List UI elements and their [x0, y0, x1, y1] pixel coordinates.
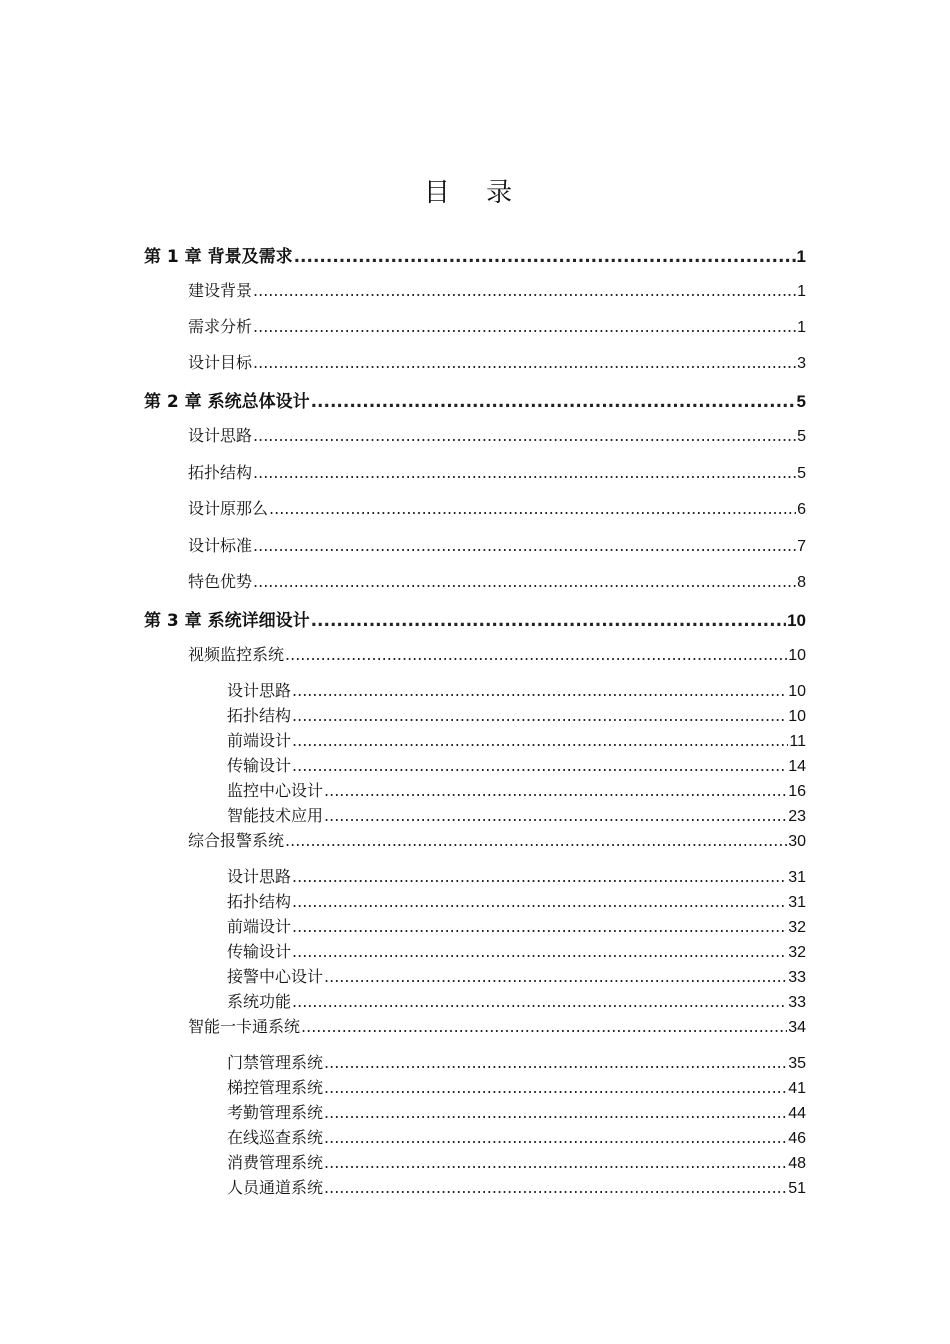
toc-subsection-entry[interactable] [227, 1050, 806, 1073]
toc-dot-leader [324, 1128, 787, 1147]
toc-dot-leader [324, 1103, 787, 1122]
toc-page-number: 23 [788, 808, 806, 825]
toc-entry-label: 拓扑结构 [227, 892, 292, 911]
toc-subsection-entry[interactable] [227, 964, 806, 987]
toc-dot-leader [324, 967, 787, 986]
toc-chapter-entry[interactable] [144, 387, 806, 412]
toc-dot-leader [311, 392, 796, 412]
toc-subsection-entry[interactable] [227, 803, 806, 826]
toc-subsection-entry[interactable] [227, 989, 806, 1012]
toc-section-entry[interactable] [188, 314, 806, 337]
toc-entry-label: 考勤管理系统 [227, 1103, 324, 1122]
toc-dot-leader [292, 731, 788, 750]
toc-section-entry[interactable] [188, 569, 806, 592]
toc-entry-label: 智能技术应用 [227, 806, 324, 825]
toc-dot-leader [292, 867, 787, 886]
toc-dot-leader [253, 317, 796, 336]
toc-subsection-entry[interactable] [227, 728, 806, 751]
toc-dot-leader [292, 892, 787, 911]
toc-subsection-entry[interactable] [227, 1075, 806, 1098]
toc-entry-label: 第 1 章 背景及需求 [144, 247, 293, 267]
toc-section-entry[interactable] [188, 350, 806, 373]
toc-section-entry[interactable] [188, 642, 806, 665]
toc-page-number: 7 [797, 538, 806, 555]
toc-page-number: 33 [788, 994, 806, 1011]
toc-dot-leader [253, 463, 796, 482]
toc-entry-label: 门禁管理系统 [227, 1053, 324, 1072]
toc-section-entry[interactable] [188, 1014, 806, 1037]
toc-entry-label: 设计目标 [188, 353, 253, 372]
toc-section-entry[interactable] [188, 828, 806, 851]
toc-entry-label: 传输设计 [227, 756, 292, 775]
toc-entry-label: 拓扑结构 [188, 463, 253, 482]
toc-subsection-entry[interactable] [227, 778, 806, 801]
toc-page-number: 34 [788, 1019, 806, 1036]
toc-entry-label: 特色优势 [188, 572, 253, 591]
toc-page-number: 5 [797, 465, 806, 482]
toc-entry-label: 前端设计 [227, 731, 292, 750]
toc-page-number: 31 [788, 894, 806, 911]
toc-entry-label: 拓扑结构 [227, 706, 292, 725]
toc-page-number: 32 [788, 919, 806, 936]
toc-subsection-entry[interactable] [227, 864, 806, 887]
toc-section-entry[interactable] [188, 533, 806, 556]
toc-dot-leader [324, 781, 787, 800]
toc-chapter-entry[interactable] [144, 606, 806, 631]
page-title: 目 录 [423, 178, 527, 208]
toc-page-number: 33 [788, 969, 806, 986]
toc-page-number: 5 [796, 392, 806, 411]
toc-page-number: 6 [797, 501, 806, 518]
toc-entry-label: 第 3 章 系统详细设计 [144, 611, 310, 631]
toc-subsection-entry[interactable] [227, 889, 806, 912]
toc-page-number: 31 [788, 869, 806, 886]
toc-page-number: 35 [788, 1055, 806, 1072]
toc-entry-label: 设计思路 [188, 426, 253, 445]
toc-page-number: 32 [788, 944, 806, 961]
toc-page-number: 44 [788, 1105, 806, 1122]
toc-dot-leader [253, 536, 796, 555]
toc-subsection-entry[interactable] [227, 1100, 806, 1123]
toc-subsection-entry[interactable] [227, 703, 806, 726]
toc-entry-label: 设计原那么 [188, 499, 269, 518]
toc-dot-leader [253, 281, 796, 300]
toc-page-number: 10 [788, 683, 806, 700]
toc-entry-label: 建设背景 [188, 281, 253, 300]
toc-dot-leader [253, 572, 796, 591]
toc-entry-label: 在线巡查系统 [227, 1128, 324, 1147]
toc-chapter-entry[interactable] [144, 242, 806, 267]
toc-subsection-entry[interactable] [227, 678, 806, 701]
toc-subsection-entry[interactable] [227, 753, 806, 776]
toc-dot-leader [324, 1053, 787, 1072]
toc-subsection-entry[interactable] [227, 914, 806, 937]
toc-page-number: 3 [797, 355, 806, 372]
toc-entry-label: 综合报警系统 [188, 831, 285, 850]
toc-page-number: 1 [797, 319, 806, 336]
toc-dot-leader [269, 499, 796, 518]
toc-entry-label: 消费管理系统 [227, 1153, 324, 1172]
toc-page-number: 5 [797, 428, 806, 445]
toc-entry-label: 人员通道系统 [227, 1178, 324, 1197]
toc-dot-leader [292, 706, 787, 725]
toc-dot-leader [285, 645, 787, 664]
toc-page-number: 41 [788, 1080, 806, 1097]
toc-entry-label: 接警中心设计 [227, 967, 324, 986]
toc-dot-leader [292, 992, 787, 1011]
toc-page-number: 8 [797, 574, 806, 591]
toc-dot-leader [324, 1153, 787, 1172]
toc-entry-label: 视频监控系统 [188, 645, 285, 664]
toc-page-number: 1 [796, 247, 806, 266]
toc-entry-label: 梯控管理系统 [227, 1078, 324, 1097]
toc-entry-label: 设计思路 [227, 681, 292, 700]
toc-dot-leader [253, 426, 796, 445]
toc-dot-leader [324, 806, 787, 825]
toc-page-number: 11 [789, 733, 806, 750]
toc-dot-leader [253, 353, 796, 372]
toc-page-number: 10 [788, 647, 806, 664]
toc-dot-leader [285, 831, 787, 850]
toc-dot-leader [311, 611, 786, 631]
toc-page-number: 10 [787, 611, 806, 630]
toc-entry-label: 传输设计 [227, 942, 292, 961]
toc-subsection-entry[interactable] [227, 1125, 806, 1148]
toc-subsection-entry[interactable] [227, 1175, 806, 1198]
toc-dot-leader [292, 942, 787, 961]
toc-entry-label: 监控中心设计 [227, 781, 324, 800]
toc-section-entry[interactable] [188, 460, 806, 483]
toc-dot-leader [324, 1078, 787, 1097]
toc-dot-leader [324, 1178, 787, 1197]
toc-section-entry[interactable] [188, 423, 806, 446]
toc-entry-label: 智能一卡通系统 [188, 1017, 301, 1036]
toc-page-number: 16 [788, 783, 806, 800]
toc-dot-leader [292, 681, 787, 700]
toc-page-number: 51 [788, 1180, 806, 1197]
toc-dot-leader [294, 247, 796, 267]
toc-section-entry[interactable] [188, 496, 806, 519]
toc-page-number: 14 [788, 758, 806, 775]
toc-page-number: 30 [788, 833, 806, 850]
toc-entry-label: 设计标准 [188, 536, 253, 555]
toc-entry-label: 需求分析 [188, 317, 253, 336]
toc-page-number: 48 [788, 1155, 806, 1172]
toc-entry-label: 系统功能 [227, 992, 292, 1011]
toc-entry-label: 前端设计 [227, 917, 292, 936]
toc-subsection-entry[interactable] [227, 1150, 806, 1173]
toc-section-entry[interactable] [188, 278, 806, 301]
toc-entry-label: 设计思路 [227, 867, 292, 886]
toc-page-number: 46 [788, 1130, 806, 1147]
toc-dot-leader [292, 756, 787, 775]
toc-dot-leader [292, 917, 787, 936]
toc-subsection-entry[interactable] [227, 939, 806, 962]
toc-page-number: 10 [788, 708, 806, 725]
toc-entry-label: 第 2 章 系统总体设计 [144, 392, 310, 412]
toc-dot-leader [301, 1017, 787, 1036]
toc-page-number: 1 [797, 283, 806, 300]
